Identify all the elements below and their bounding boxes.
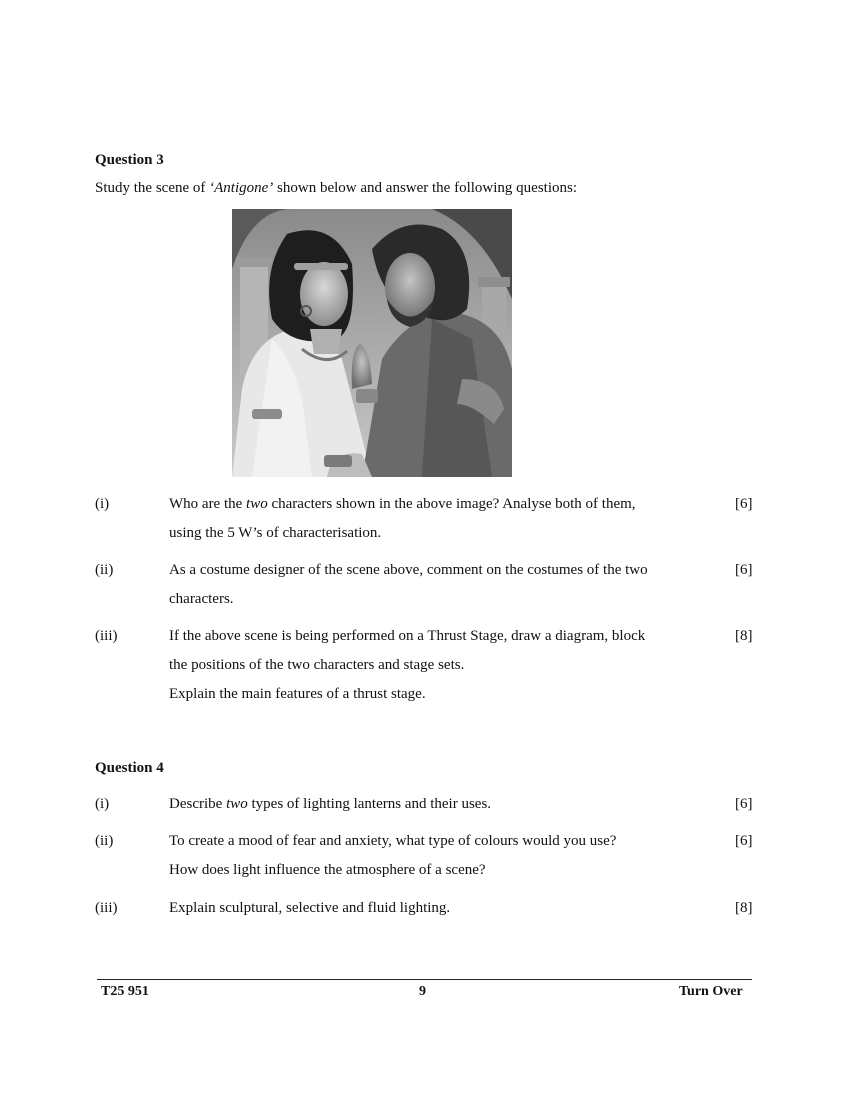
- part-number: (ii): [95, 562, 114, 578]
- part-text-line: characters.: [169, 591, 234, 607]
- part-text: [169, 490, 709, 548]
- question-3-heading: Question 3: [95, 152, 164, 168]
- part-text: [169, 827, 709, 885]
- part-number: (iii): [95, 628, 118, 644]
- part-text-line: using the 5 W’s of characterisation.: [169, 525, 382, 541]
- part-text-line: To create a mood of fear and anxiety, what type of colours would you use?: [169, 833, 617, 849]
- part-text-line: If the above scene is being performed on a Thrust Stage, draw a diagram, block: [169, 628, 646, 644]
- intro-text-start: Study the scene of: [95, 180, 210, 196]
- marks: [8]: [735, 628, 753, 644]
- antigone-scene-illustration: [232, 209, 512, 477]
- part-number: (i): [95, 796, 110, 812]
- part-text-line: Who are the two characters shown in the above image? Analyse both of them,: [169, 496, 636, 512]
- part-text: [169, 622, 709, 709]
- marks: [8]: [735, 900, 753, 916]
- play-title: ‘Antigone’: [209, 180, 274, 196]
- part-text: [169, 894, 709, 923]
- intro-text-end: shown below and answer the following questions:: [273, 180, 578, 196]
- marks: [6]: [735, 796, 753, 812]
- footer-rule: [97, 979, 752, 980]
- part-number: (ii): [95, 833, 114, 849]
- marks: [6]: [735, 833, 753, 849]
- question-4-heading: Question 4: [95, 760, 164, 776]
- part-text-line: the positions of the two characters and stage sets.: [169, 657, 465, 673]
- part-number: (iii): [95, 900, 118, 916]
- part-number: (i): [95, 496, 110, 512]
- part-text-line: Describe two types of lighting lanterns and their uses.: [169, 796, 492, 812]
- part-text: [169, 556, 709, 614]
- part-text-line: As a costume designer of the scene above, comment on the costumes of the two: [169, 562, 648, 578]
- page-number: 9: [419, 984, 426, 999]
- question-3-intro: [95, 180, 577, 197]
- marks: [6]: [735, 562, 753, 578]
- turn-over-label: Turn Over: [679, 984, 743, 999]
- part-text-line: Explain sculptural, selective and fluid lighting.: [169, 900, 451, 916]
- paper-code: T25 951: [101, 984, 149, 999]
- part-text: [169, 790, 709, 819]
- part-text-line: How does light influence the atmosphere of a scene?: [169, 862, 486, 878]
- part-text-line: Explain the main features of a thrust stage.: [169, 686, 426, 702]
- marks: [6]: [735, 496, 753, 512]
